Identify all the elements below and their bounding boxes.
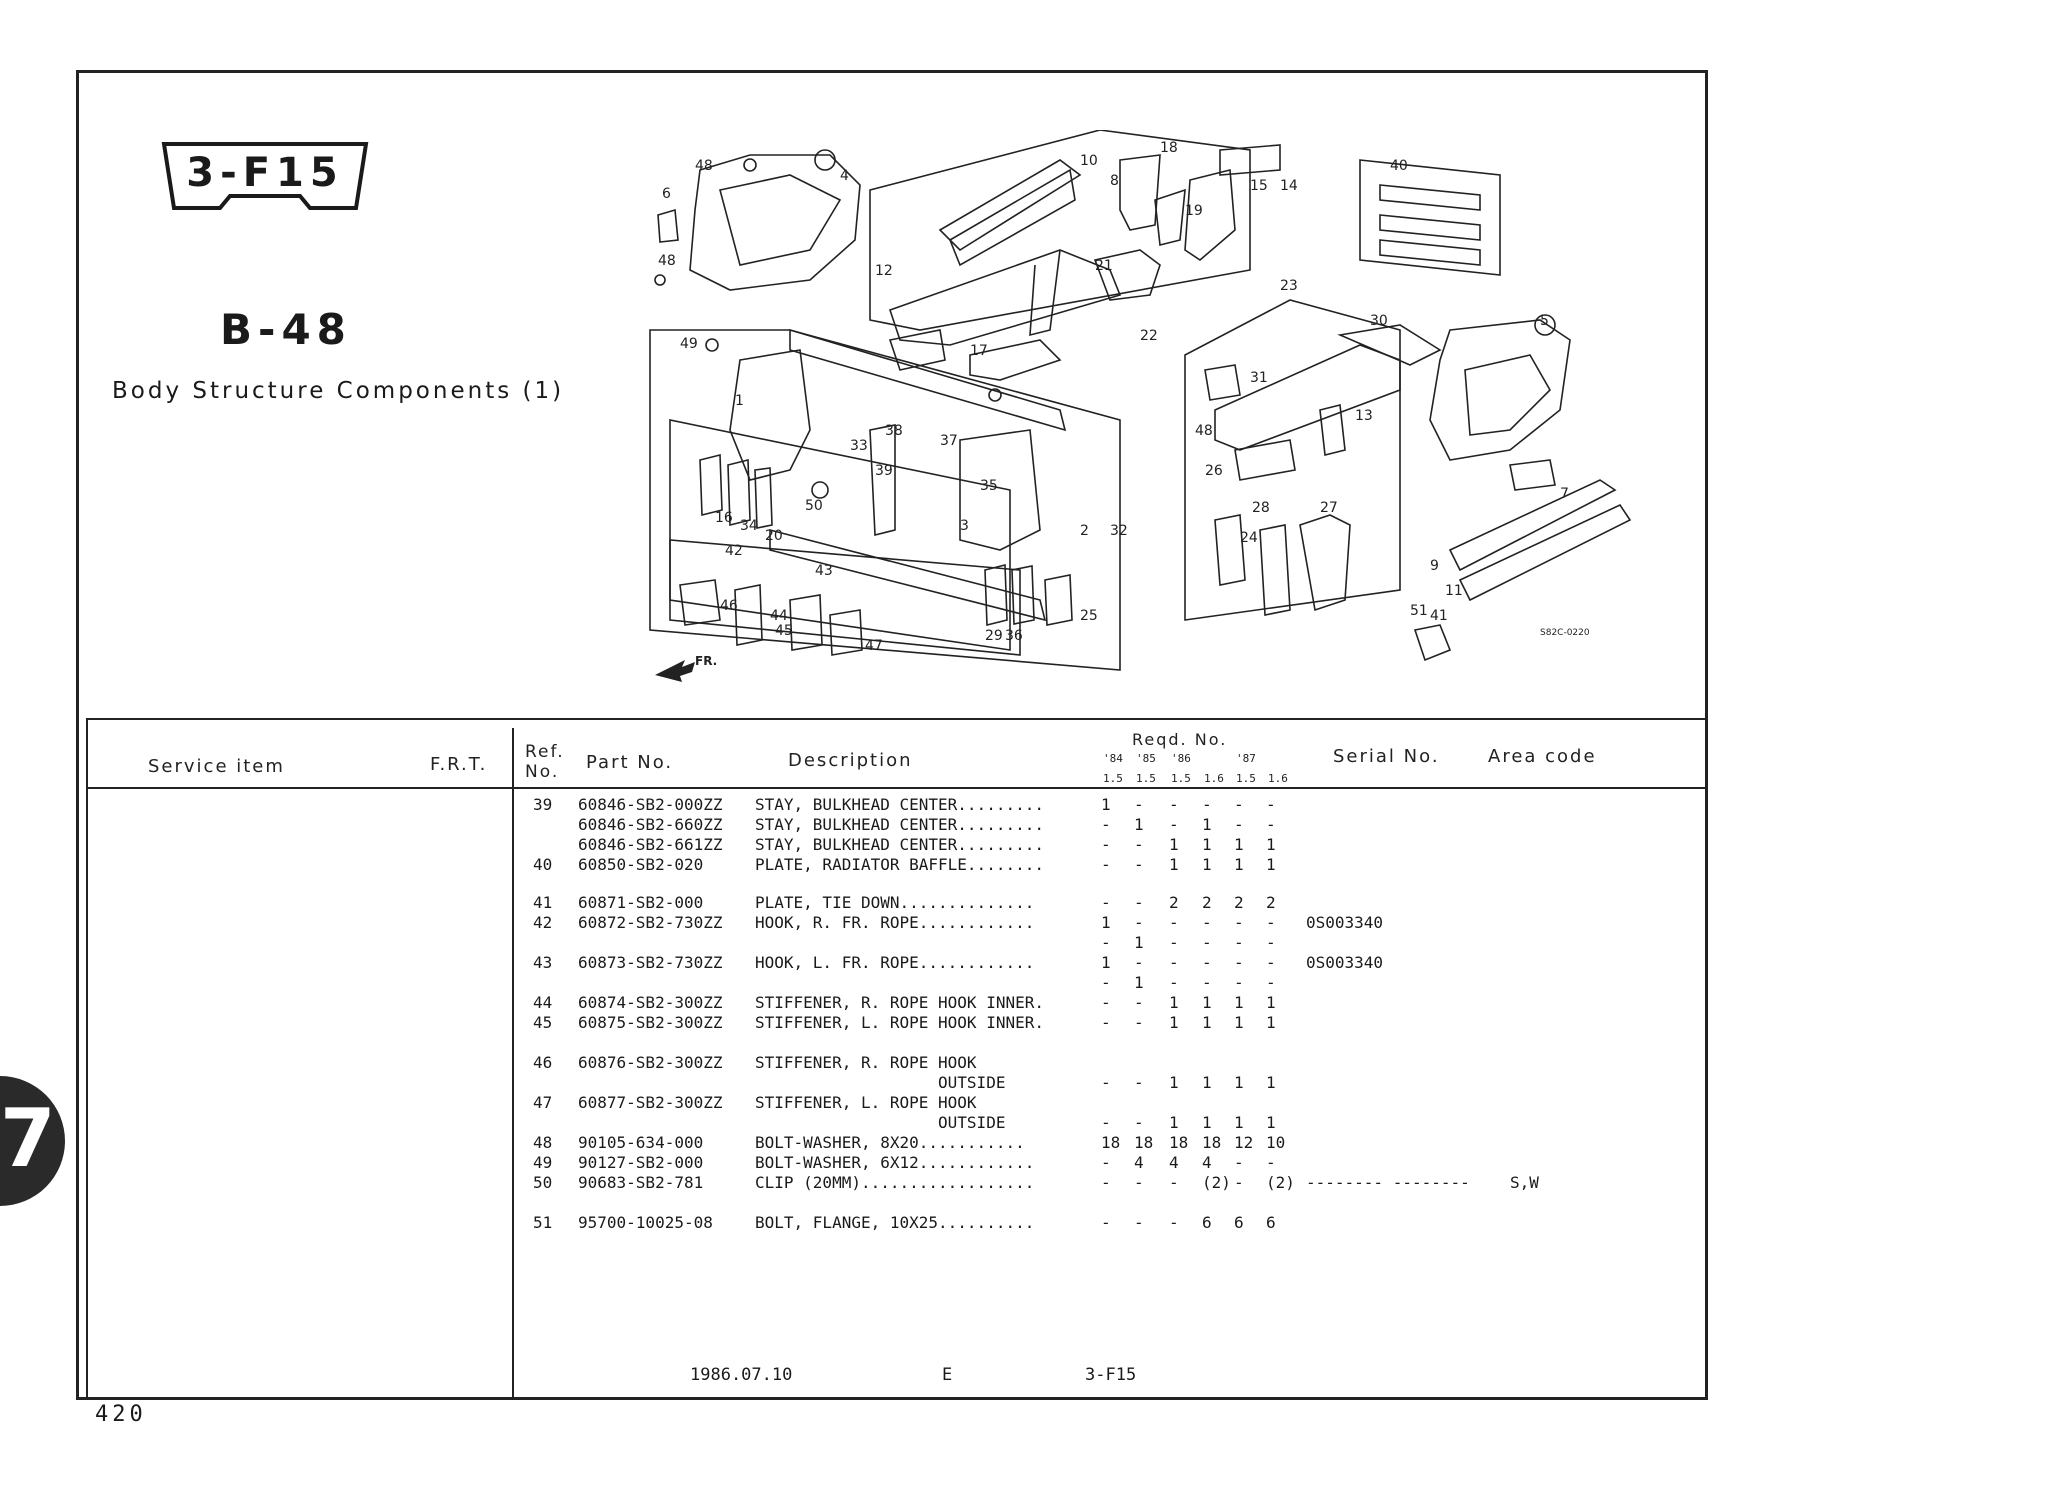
ref-no-cell: 45 xyxy=(533,1013,553,1032)
qty-cell: 1 xyxy=(1169,1073,1179,1092)
svg-text:24: 24 xyxy=(1240,530,1258,546)
description-cell: OUTSIDE xyxy=(755,1073,1006,1092)
description-cell: STIFFENER, L. ROPE HOOK xyxy=(755,1093,977,1112)
svg-text:48: 48 xyxy=(695,158,713,174)
qty-cell: 1 xyxy=(1101,795,1111,814)
svg-text:29: 29 xyxy=(985,628,1003,644)
qty-cell: - xyxy=(1169,933,1179,952)
qty-cell: - xyxy=(1101,1173,1111,1192)
qty-cell: 2 xyxy=(1266,893,1276,912)
svg-text:27: 27 xyxy=(1320,500,1338,516)
ref-no-header: Ref. No. xyxy=(525,742,565,782)
qty-cell: 1 xyxy=(1266,835,1276,854)
frt-header: F.R.T. xyxy=(430,754,488,775)
ref-no-cell: 49 xyxy=(533,1153,553,1172)
svg-text:35: 35 xyxy=(980,478,998,494)
part-no-cell: 60873-SB2-730ZZ xyxy=(578,953,723,972)
serial-no-header: Serial No. xyxy=(1333,746,1440,767)
qty-cell: 1 xyxy=(1169,993,1179,1012)
qty-cell: - xyxy=(1169,953,1179,972)
description-cell: STIFFENER, R. ROPE HOOK xyxy=(755,1053,977,1072)
description-cell: STIFFENER, R. ROPE HOOK INNER. xyxy=(755,993,1044,1012)
qty-cell: - xyxy=(1266,953,1276,972)
qty-cell: - xyxy=(1169,795,1179,814)
description-cell: STIFFENER, L. ROPE HOOK INNER. xyxy=(755,1013,1044,1032)
qty-cell: 1 xyxy=(1266,1113,1276,1132)
qty-cell: - xyxy=(1234,795,1244,814)
qty-cell: - xyxy=(1169,973,1179,992)
description-cell: CLIP (20MM).................. xyxy=(755,1173,1035,1192)
page-number: 420 xyxy=(95,1402,147,1427)
qty-cell: - xyxy=(1234,815,1244,834)
part-no-cell: 60846-SB2-660ZZ xyxy=(578,815,723,834)
chapter-tab-label: 7 xyxy=(0,1092,56,1185)
ref-no-cell: 42 xyxy=(533,913,553,932)
qty-cell: - xyxy=(1101,815,1111,834)
service-item-header: Service item xyxy=(148,756,285,777)
qty-cell: 6 xyxy=(1234,1213,1244,1232)
qty-cell: 1 xyxy=(1202,1073,1212,1092)
svg-text:11: 11 xyxy=(1445,583,1463,599)
footer-code: 3-F15 xyxy=(1085,1365,1137,1385)
qty-cell: - xyxy=(1169,913,1179,932)
engine-header: 1.5 xyxy=(1236,772,1256,785)
qty-cell: - xyxy=(1101,1213,1111,1232)
svg-text:22: 22 xyxy=(1140,328,1158,344)
qty-cell: - xyxy=(1234,973,1244,992)
svg-text:44: 44 xyxy=(770,608,788,624)
qty-cell: 1 xyxy=(1134,973,1144,992)
qty-cell: - xyxy=(1101,1013,1111,1032)
part-no-cell: 60876-SB2-300ZZ xyxy=(578,1053,723,1072)
qty-cell: 1 xyxy=(1101,953,1111,972)
part-no-cell: 60872-SB2-730ZZ xyxy=(578,913,723,932)
header-rule-bottom xyxy=(86,787,1708,789)
svg-text:13: 13 xyxy=(1355,408,1373,424)
year-header: '87 xyxy=(1236,752,1256,765)
svg-text:42: 42 xyxy=(725,543,743,559)
description-cell: BOLT, FLANGE, 10X25.......... xyxy=(755,1213,1035,1232)
qty-cell: - xyxy=(1101,893,1111,912)
front-arrow-icon xyxy=(655,654,717,682)
part-no-cell: 60846-SB2-000ZZ xyxy=(578,795,723,814)
svg-text:16: 16 xyxy=(715,510,733,526)
description-cell: BOLT-WASHER, 8X20........... xyxy=(755,1133,1025,1152)
qty-cell: - xyxy=(1101,835,1111,854)
svg-text:1: 1 xyxy=(735,393,744,409)
svg-text:6: 6 xyxy=(662,186,671,202)
qty-cell: - xyxy=(1101,1153,1111,1172)
qty-cell: 12 xyxy=(1234,1133,1254,1152)
svg-text:19: 19 xyxy=(1185,203,1203,219)
svg-text:2: 2 xyxy=(1080,523,1089,539)
qty-cell: 1 xyxy=(1234,855,1244,874)
svg-text:17: 17 xyxy=(970,343,988,359)
area-code-cell: S,W xyxy=(1510,1173,1539,1192)
part-no-cell: 60874-SB2-300ZZ xyxy=(578,993,723,1012)
svg-text:10: 10 xyxy=(1080,153,1098,169)
qty-cell: - xyxy=(1234,1153,1244,1172)
svg-text:51: 51 xyxy=(1410,603,1428,619)
qty-cell: - xyxy=(1134,835,1144,854)
qty-cell: 1 xyxy=(1134,815,1144,834)
year-header: '85 xyxy=(1136,752,1156,765)
engine-header: 1.6 xyxy=(1204,772,1224,785)
qty-cell: - xyxy=(1134,1073,1144,1092)
footer-date: 1986.07.10 xyxy=(690,1365,793,1385)
svg-text:3: 3 xyxy=(960,518,969,534)
qty-cell: - xyxy=(1202,933,1212,952)
qty-cell: - xyxy=(1134,953,1144,972)
svg-text:34: 34 xyxy=(740,518,758,534)
svg-text:21: 21 xyxy=(1095,258,1113,274)
qty-cell: - xyxy=(1134,1173,1144,1192)
svg-text:8: 8 xyxy=(1110,173,1119,189)
qty-cell: - xyxy=(1234,913,1244,932)
qty-cell: 1 xyxy=(1101,913,1111,932)
qty-cell: - xyxy=(1169,1173,1179,1192)
qty-cell: - xyxy=(1202,913,1212,932)
qty-cell: 1 xyxy=(1134,933,1144,952)
part-no-cell: 60877-SB2-300ZZ xyxy=(578,1093,723,1112)
qty-cell: 1 xyxy=(1169,855,1179,874)
year-header: '84 xyxy=(1103,752,1123,765)
qty-cell: - xyxy=(1134,913,1144,932)
ref-no-cell: 39 xyxy=(533,795,553,814)
qty-cell: - xyxy=(1169,1213,1179,1232)
badge-label: 3-F15 xyxy=(186,150,344,196)
qty-cell: 1 xyxy=(1234,835,1244,854)
part-no-cell: 90105-634-000 xyxy=(578,1133,704,1152)
qty-cell: 18 xyxy=(1134,1133,1154,1152)
ref-no-cell: 43 xyxy=(533,953,553,972)
qty-cell: 1 xyxy=(1234,993,1244,1012)
qty-cell: - xyxy=(1234,933,1244,952)
svg-text:28: 28 xyxy=(1252,500,1270,516)
qty-cell: 1 xyxy=(1266,1073,1276,1092)
qty-cell: - xyxy=(1202,973,1212,992)
ref-no-cell: 41 xyxy=(533,893,553,912)
section-title: Body Structure Components (1) xyxy=(112,378,565,404)
qty-cell: - xyxy=(1266,795,1276,814)
qty-cell: - xyxy=(1266,973,1276,992)
svg-text:12: 12 xyxy=(875,263,893,279)
qty-cell: (2) xyxy=(1266,1173,1295,1192)
qty-cell: 1 xyxy=(1234,1013,1244,1032)
qty-cell: 1 xyxy=(1202,993,1212,1012)
qty-cell: - xyxy=(1101,855,1111,874)
qty-cell: 4 xyxy=(1202,1153,1212,1172)
qty-cell: 4 xyxy=(1134,1153,1144,1172)
ref-no-cell: 51 xyxy=(533,1213,553,1232)
svg-text:48: 48 xyxy=(1195,423,1213,439)
qty-cell: - xyxy=(1234,1173,1244,1192)
reqd-no-header: Reqd. No. xyxy=(1132,730,1228,749)
description-cell: HOOK, R. FR. ROPE............ xyxy=(755,913,1035,932)
qty-cell: 1 xyxy=(1266,1013,1276,1032)
qty-cell: 2 xyxy=(1202,893,1212,912)
description-cell: PLATE, TIE DOWN.............. xyxy=(755,893,1035,912)
ref-no-cell: 46 xyxy=(533,1053,553,1072)
header-rule-top xyxy=(86,718,1708,720)
serial-no-cell: -------- -------- xyxy=(1306,1173,1470,1192)
exploded-parts-diagram xyxy=(640,130,1640,690)
qty-cell: - xyxy=(1101,933,1111,952)
svg-text:41: 41 xyxy=(1430,608,1448,624)
svg-text:15: 15 xyxy=(1250,178,1268,194)
svg-text:40: 40 xyxy=(1390,158,1408,174)
description-cell: STAY, BULKHEAD CENTER......... xyxy=(755,795,1044,814)
qty-cell: - xyxy=(1169,815,1179,834)
engine-header: 1.5 xyxy=(1103,772,1123,785)
svg-text:7: 7 xyxy=(1560,486,1569,502)
svg-text:37: 37 xyxy=(940,433,958,449)
svg-text:30: 30 xyxy=(1370,313,1388,329)
part-no-cell: 60846-SB2-661ZZ xyxy=(578,835,723,854)
description-cell: OUTSIDE xyxy=(755,1113,1006,1132)
part-no-cell: 90683-SB2-781 xyxy=(578,1173,704,1192)
qty-cell: 1 xyxy=(1234,1113,1244,1132)
qty-cell: 1 xyxy=(1202,835,1212,854)
engine-header: 1.5 xyxy=(1171,772,1191,785)
qty-cell: - xyxy=(1266,933,1276,952)
qty-cell: 1 xyxy=(1169,835,1179,854)
qty-cell: 1 xyxy=(1169,1113,1179,1132)
svg-text:4: 4 xyxy=(840,168,849,184)
qty-cell: 1 xyxy=(1202,855,1212,874)
serial-no-cell: 0S003340 xyxy=(1306,953,1384,972)
description-cell: BOLT-WASHER, 6X12............ xyxy=(755,1153,1035,1172)
qty-cell: 18 xyxy=(1202,1133,1222,1152)
qty-cell: - xyxy=(1134,893,1144,912)
page-code: B-48 xyxy=(220,305,352,354)
ref-no-cell: 50 xyxy=(533,1173,553,1192)
svg-text:45: 45 xyxy=(775,623,793,639)
svg-text:48: 48 xyxy=(658,253,676,269)
svg-text:5: 5 xyxy=(1540,313,1549,329)
svg-text:26: 26 xyxy=(1205,463,1223,479)
qty-cell: - xyxy=(1266,1153,1276,1172)
qty-cell: - xyxy=(1134,855,1144,874)
svg-text:50: 50 xyxy=(805,498,823,514)
year-header: '86 xyxy=(1171,752,1191,765)
description-cell: HOOK, L. FR. ROPE............ xyxy=(755,953,1035,972)
part-no-cell: 60850-SB2-020 xyxy=(578,855,704,874)
ref-no-cell: 40 xyxy=(533,855,553,874)
ref-no-cell: 47 xyxy=(533,1093,553,1112)
qty-cell: 18 xyxy=(1101,1133,1121,1152)
qty-cell: - xyxy=(1134,795,1144,814)
qty-cell: - xyxy=(1134,1113,1144,1132)
svg-text:32: 32 xyxy=(1110,523,1128,539)
qty-cell: - xyxy=(1202,953,1212,972)
service-column-rule xyxy=(512,728,514,1400)
part-no-cell: 90127-SB2-000 xyxy=(578,1153,704,1172)
svg-text:14: 14 xyxy=(1280,178,1298,194)
qty-cell: 18 xyxy=(1169,1133,1189,1152)
svg-text:49: 49 xyxy=(680,336,698,352)
diagram-code: S82C-0220 xyxy=(1540,628,1590,638)
footer-edition: E xyxy=(942,1365,953,1385)
svg-text:FR.: FR. xyxy=(695,654,718,668)
svg-text:25: 25 xyxy=(1080,608,1098,624)
qty-cell: - xyxy=(1266,913,1276,932)
section-badge xyxy=(160,140,370,212)
qty-cell: 1 xyxy=(1266,993,1276,1012)
serial-no-cell: 0S003340 xyxy=(1306,913,1384,932)
description-cell: STAY, BULKHEAD CENTER......... xyxy=(755,835,1044,854)
part-no-cell: 60871-SB2-000 xyxy=(578,893,704,912)
qty-cell: 6 xyxy=(1266,1213,1276,1232)
svg-text:23: 23 xyxy=(1280,278,1298,294)
qty-cell: 10 xyxy=(1266,1133,1286,1152)
svg-text:33: 33 xyxy=(850,438,868,454)
description-cell: STAY, BULKHEAD CENTER......... xyxy=(755,815,1044,834)
svg-text:46: 46 xyxy=(720,598,738,614)
part-no-cell: 60875-SB2-300ZZ xyxy=(578,1013,723,1032)
engine-header: 1.5 xyxy=(1136,772,1156,785)
qty-cell: 2 xyxy=(1169,893,1179,912)
qty-cell: (2) xyxy=(1202,1173,1231,1192)
qty-cell: 4 xyxy=(1169,1153,1179,1172)
engine-header: 1.6 xyxy=(1268,772,1288,785)
description-cell: PLATE, RADIATOR BAFFLE........ xyxy=(755,855,1044,874)
qty-cell: - xyxy=(1101,973,1111,992)
svg-text:31: 31 xyxy=(1250,370,1268,386)
qty-cell: - xyxy=(1202,795,1212,814)
qty-cell: - xyxy=(1234,953,1244,972)
qty-cell: - xyxy=(1101,1073,1111,1092)
qty-cell: - xyxy=(1101,993,1111,1012)
qty-cell: 1 xyxy=(1202,815,1212,834)
ref-no-cell: 48 xyxy=(533,1133,553,1152)
area-code-header: Area code xyxy=(1488,746,1597,767)
svg-text:43: 43 xyxy=(815,563,833,579)
part-no-header: Part No. xyxy=(586,752,674,773)
table-left-rule xyxy=(86,718,88,1400)
qty-cell: - xyxy=(1134,993,1144,1012)
svg-text:9: 9 xyxy=(1430,558,1439,574)
qty-cell: 1 xyxy=(1234,1073,1244,1092)
description-header: Description xyxy=(788,750,913,771)
svg-text:18: 18 xyxy=(1160,140,1178,156)
svg-text:36: 36 xyxy=(1005,628,1023,644)
svg-text:47: 47 xyxy=(865,638,883,654)
ref-no-cell: 44 xyxy=(533,993,553,1012)
qty-cell: - xyxy=(1266,815,1276,834)
qty-cell: 1 xyxy=(1169,1013,1179,1032)
qty-cell: 1 xyxy=(1202,1013,1212,1032)
qty-cell: - xyxy=(1134,1013,1144,1032)
qty-cell: - xyxy=(1101,1113,1111,1132)
qty-cell: 1 xyxy=(1202,1113,1212,1132)
qty-cell: - xyxy=(1134,1213,1144,1232)
svg-text:39: 39 xyxy=(875,463,893,479)
svg-text:38: 38 xyxy=(885,423,903,439)
part-no-cell: 95700-10025-08 xyxy=(578,1213,713,1232)
qty-cell: 1 xyxy=(1266,855,1276,874)
qty-cell: 2 xyxy=(1234,893,1244,912)
svg-text:20: 20 xyxy=(765,528,783,544)
qty-cell: 6 xyxy=(1202,1213,1212,1232)
